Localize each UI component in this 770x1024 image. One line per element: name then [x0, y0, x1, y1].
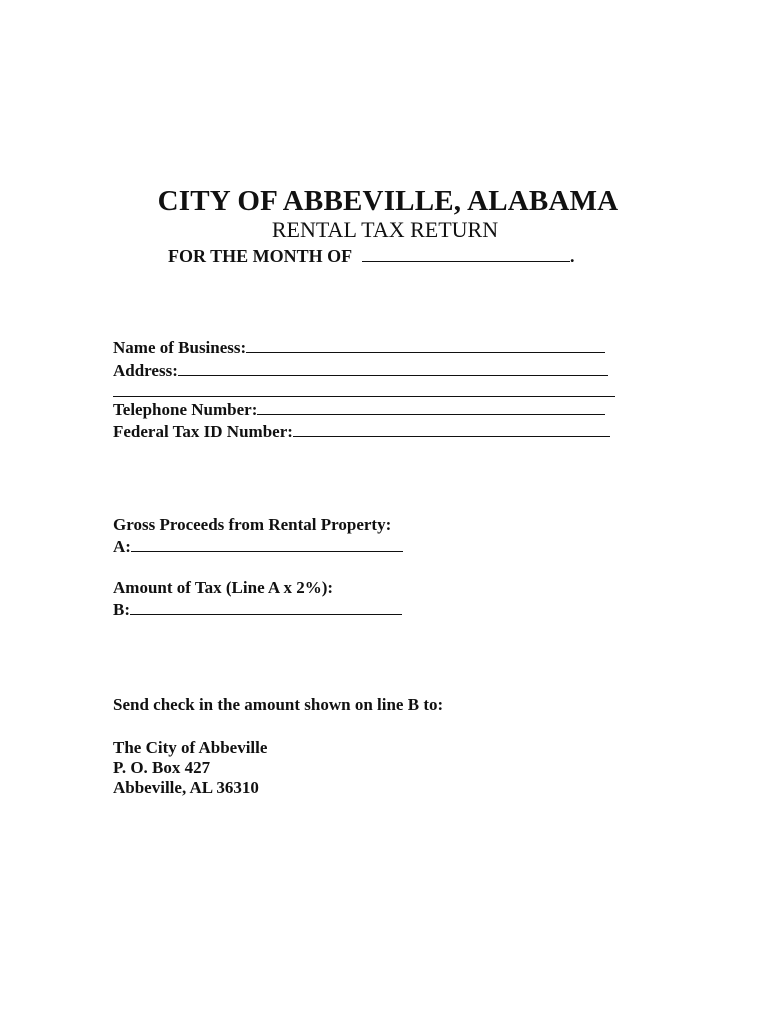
address-row: [113, 360, 608, 382]
month-blank-field[interactable]: [362, 245, 570, 262]
line-b-row: [113, 599, 402, 621]
telephone-field[interactable]: [257, 399, 605, 415]
line-a-label: A:: [113, 537, 131, 556]
address-field[interactable]: [178, 360, 608, 376]
business-name-field[interactable]: [246, 337, 605, 353]
address-second-line-field[interactable]: [113, 396, 615, 397]
month-label: FOR THE MONTH OF: [168, 246, 352, 266]
month-line: [168, 244, 575, 268]
line-b-field[interactable]: [130, 599, 402, 615]
gross-proceeds-heading: Gross Proceeds from Rental Property:: [113, 515, 392, 534]
business-name-label: Name of Business:: [113, 338, 247, 357]
tax-id-row: [113, 421, 610, 443]
mail-address-line1: The City of Abbeville: [113, 738, 268, 757]
mail-address-line3: Abbeville, AL 36310: [113, 778, 259, 797]
tax-amount-heading: Amount of Tax (Line A x 2%):: [113, 578, 334, 597]
business-name-row: [113, 337, 605, 359]
mail-address-line2: P. O. Box 427: [113, 758, 211, 777]
form-subtitle: RENTAL TAX RETURN: [271, 217, 499, 242]
form-title: CITY OF ABBEVILLE, ALABAMA: [157, 185, 619, 217]
telephone-row: [113, 399, 605, 421]
telephone-label: Telephone Number:: [113, 400, 258, 419]
month-suffix: .: [570, 246, 575, 266]
tax-id-field[interactable]: [293, 421, 610, 437]
line-a-row: [113, 536, 403, 558]
line-b-label: B:: [113, 600, 130, 619]
payment-instruction: Send check in the amount shown on line B to:: [113, 695, 444, 714]
line-a-field[interactable]: [131, 536, 403, 552]
tax-id-label: Federal Tax ID Number:: [113, 422, 293, 441]
address-label: Address:: [113, 361, 178, 380]
